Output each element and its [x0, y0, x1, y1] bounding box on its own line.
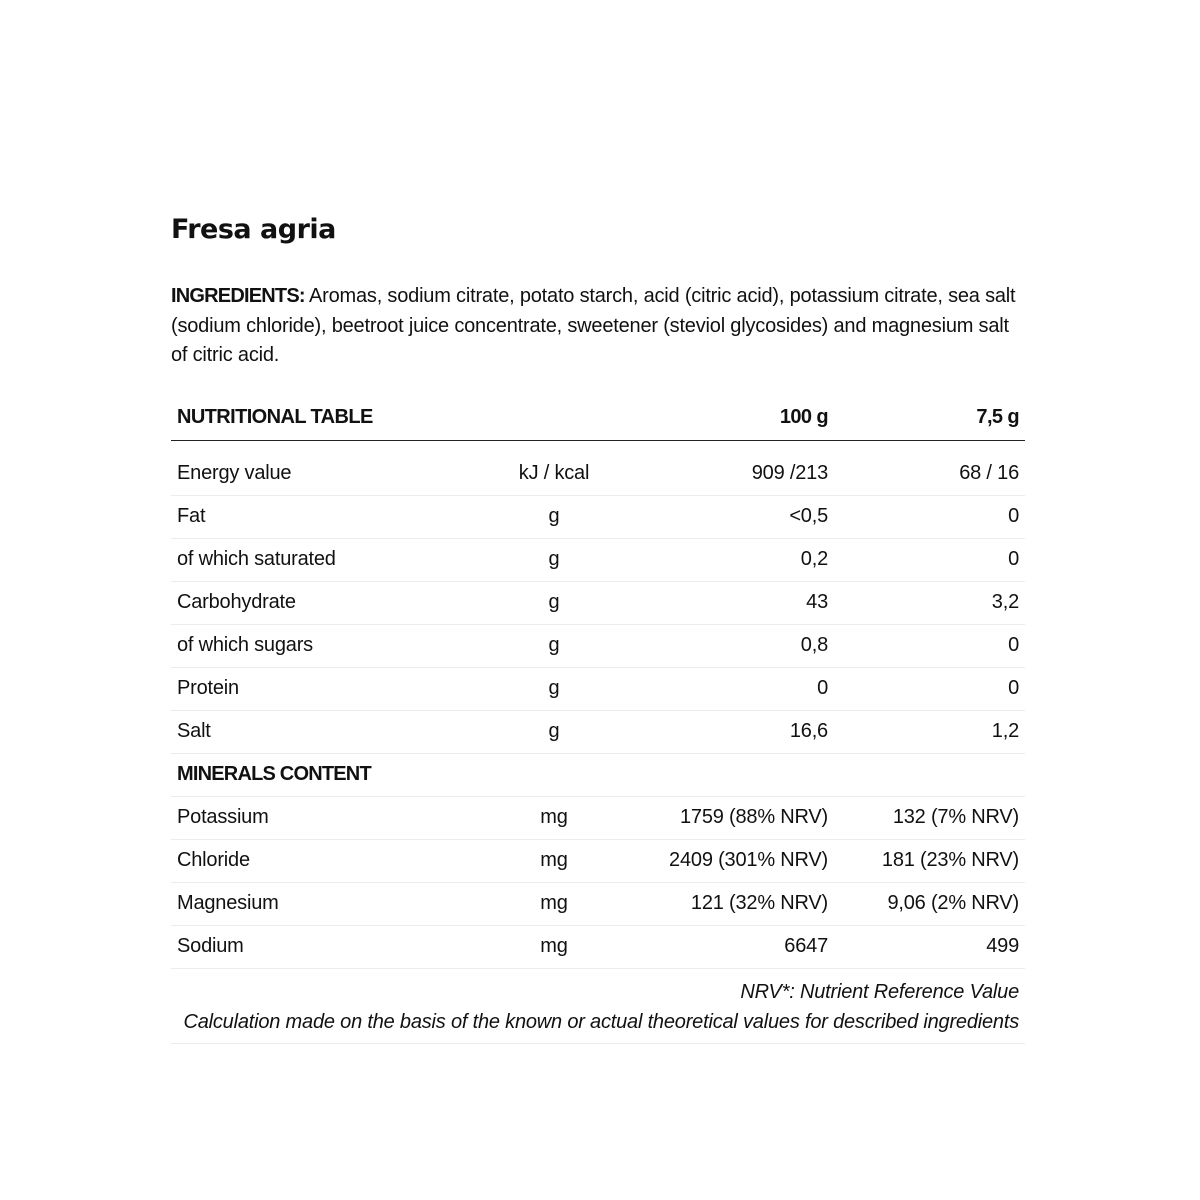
ingredients-label: INGREDIENTS:	[171, 285, 305, 307]
value-per-serving: 499	[834, 925, 1025, 968]
minerals-header-row	[171, 753, 1025, 796]
nutrient-unit: g	[503, 624, 605, 667]
nrv-note: NRV*: Nutrient Reference Value	[740, 980, 1019, 1003]
nutrient-name: Energy value	[171, 440, 503, 495]
nutrient-unit: g	[503, 538, 605, 581]
nutrient-name: of which saturated	[171, 538, 503, 581]
mineral-name: Sodium	[171, 925, 503, 968]
table-row	[171, 667, 1025, 710]
calculation-note: Calculation made on the basis of the known or actual theoretical values for described ingredients	[183, 1010, 1019, 1033]
notes-cell	[171, 968, 1025, 1043]
table-row	[171, 839, 1025, 882]
nutrition-table	[171, 396, 1025, 1044]
minerals-header: MINERALS CONTENT	[171, 753, 1025, 796]
value-per-serving: 3,2	[834, 581, 1025, 624]
header-unit	[503, 396, 605, 441]
value-per-serving: 0	[834, 624, 1025, 667]
nutrient-name: Carbohydrate	[171, 581, 503, 624]
mineral-name: Chloride	[171, 839, 503, 882]
minerals-rows	[171, 753, 1025, 968]
mineral-name: Magnesium	[171, 882, 503, 925]
product-title: Fresa agria	[171, 214, 336, 245]
nutrient-unit: g	[503, 495, 605, 538]
mineral-unit: mg	[503, 882, 605, 925]
header-per-serving: 7,5 g	[834, 396, 1025, 441]
value-per-serving: 132 (7% NRV)	[834, 796, 1025, 839]
table-row	[171, 796, 1025, 839]
nutrient-unit: g	[503, 667, 605, 710]
mineral-unit: mg	[503, 925, 605, 968]
ingredients-paragraph	[171, 282, 1025, 371]
table-row	[171, 581, 1025, 624]
nutrient-unit: kJ / kcal	[503, 440, 605, 495]
ingredients-text: Aromas, sodium citrate, potato starch, acid (citric acid), potassium citrate, sea salt (sodium chloride), beetroot juice concentrate, sweetener (steviol glycosides) and magnesium salt of citric acid.	[171, 285, 1016, 366]
nutrient-name: Protein	[171, 667, 503, 710]
table-row	[171, 440, 1025, 495]
value-per-100g: 43	[605, 581, 834, 624]
header-per-100g: 100 g	[605, 396, 834, 441]
header-label: NUTRITIONAL TABLE	[171, 396, 503, 441]
value-per-serving: 9,06 (2% NRV)	[834, 882, 1025, 925]
value-per-100g: 6647	[605, 925, 834, 968]
table-row	[171, 710, 1025, 753]
value-per-serving: 0	[834, 667, 1025, 710]
value-per-100g: 16,6	[605, 710, 834, 753]
table-row	[171, 624, 1025, 667]
value-per-100g: 909 /213	[605, 440, 834, 495]
value-per-100g: 121 (32% NRV)	[605, 882, 834, 925]
nutrient-name: Salt	[171, 710, 503, 753]
value-per-100g: 0,2	[605, 538, 834, 581]
nutrient-name: of which sugars	[171, 624, 503, 667]
mineral-unit: mg	[503, 796, 605, 839]
nutrient-unit: g	[503, 710, 605, 753]
mineral-unit: mg	[503, 839, 605, 882]
value-per-100g: 2409 (301% NRV)	[605, 839, 834, 882]
value-per-serving: 0	[834, 495, 1025, 538]
mineral-name: Potassium	[171, 796, 503, 839]
table-row	[171, 495, 1025, 538]
value-per-serving: 1,2	[834, 710, 1025, 753]
value-per-100g: 0,8	[605, 624, 834, 667]
table-notes	[171, 968, 1025, 1043]
table-header-row	[171, 396, 1025, 441]
nutrient-unit: g	[503, 581, 605, 624]
value-per-100g: 1759 (88% NRV)	[605, 796, 834, 839]
value-per-100g: 0	[605, 667, 834, 710]
table-row	[171, 925, 1025, 968]
nutrition-rows	[171, 440, 1025, 753]
value-per-100g: <0,5	[605, 495, 834, 538]
notes-row	[171, 968, 1025, 1043]
product-info	[171, 210, 1025, 1044]
table-row	[171, 882, 1025, 925]
value-per-serving: 181 (23% NRV)	[834, 839, 1025, 882]
nutrient-name: Fat	[171, 495, 503, 538]
table-row	[171, 538, 1025, 581]
value-per-serving: 0	[834, 538, 1025, 581]
value-per-serving: 68 / 16	[834, 440, 1025, 495]
